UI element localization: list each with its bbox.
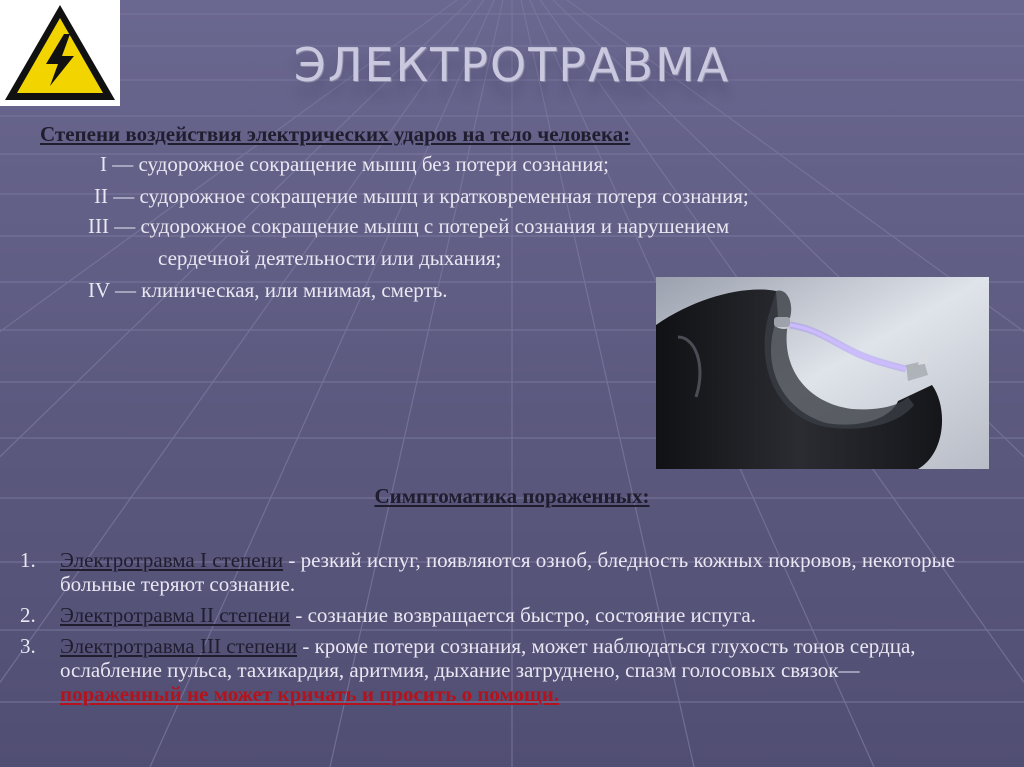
symptom-text xyxy=(60,634,980,706)
symptoms-heading: Симптоматика пораженных: xyxy=(374,484,650,508)
symptom-description: - сознание возвращается быстро, состояние испуга. xyxy=(290,603,756,627)
degree-item-2: II — судорожное сокращение мышц и кратковременная потеря сознания; xyxy=(94,184,749,208)
degree-link-1[interactable]: Электротравма I степени xyxy=(60,548,284,572)
symptom-text xyxy=(60,603,980,627)
list-number: 3. xyxy=(20,634,36,658)
electric-shock-device-photo xyxy=(656,277,989,469)
degree-item-3-continued: сердечной деятельности или дыхания; xyxy=(158,246,502,270)
symptom-description: - кроме потери сознания, может наблюдаться глухость тонов сердца, ослабление пульса, тахикардия, аритмия, дыхание затруднено, спазм голосовых связок— xyxy=(60,634,916,682)
degrees-heading: Степени воздействия электрических ударов на тело человека: xyxy=(40,122,631,146)
degree-link-3[interactable]: Электротравма III степени xyxy=(60,634,298,658)
degree-item-1: I — судорожное сокращение мышц без потери сознания; xyxy=(100,152,610,176)
degree-item-3: III — судорожное сокращение мышц с потерей сознания и нарушением xyxy=(88,214,730,238)
list-number: 1. xyxy=(20,548,36,572)
symptom-description: - резкий испуг, появляются озноб, бледность кожных покровов, некоторые больные теряют сознание. xyxy=(60,548,956,596)
degree-item-4: IV — клиническая, или мнимая, смерть. xyxy=(88,278,448,302)
degree-link-2[interactable]: Электротравма II степени xyxy=(60,603,291,627)
alert-period: . xyxy=(553,682,560,706)
alert-text: пораженный не может кричать и просить о помощи xyxy=(60,682,554,706)
symptom-text xyxy=(60,548,980,596)
list-number: 2. xyxy=(20,603,36,627)
slide-title: ЭЛЕКТРОТРАВМА xyxy=(293,38,731,92)
